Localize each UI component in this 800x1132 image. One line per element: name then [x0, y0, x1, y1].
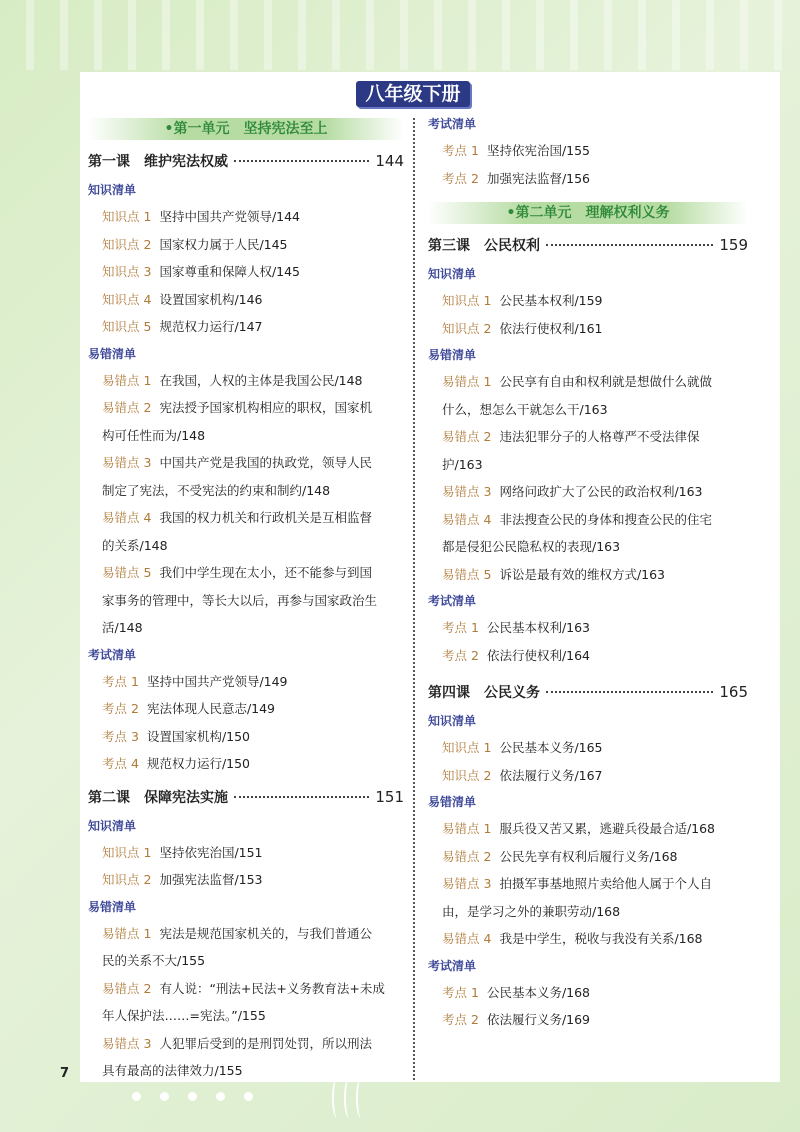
- lesson-page: 151: [375, 787, 404, 806]
- unit-banner: •第二单元 理解权利义务: [428, 202, 748, 224]
- item-text: 依法行使权利/164: [486, 647, 591, 663]
- item-tag: 易错点 5: [442, 566, 492, 582]
- item-text: 非法搜查公民的身体和搜查公民的住宅: [499, 511, 712, 527]
- item-text-continued: 都是侵犯公民隐私权的表现/163: [442, 539, 621, 554]
- item-text-continued: 年人保护法……=宪法。”/155: [102, 1008, 266, 1023]
- section-label: 易错清单: [428, 795, 477, 809]
- list-item[interactable]: [428, 925, 748, 953]
- unit-banner: •第一单元 坚持宪法至上: [88, 118, 404, 140]
- item-tag: 易错点 4: [442, 511, 492, 527]
- decor-dot: [132, 1092, 141, 1101]
- decor-dot: [160, 1092, 169, 1101]
- lesson-page: 159: [719, 236, 748, 254]
- item-tag: 考点 2: [442, 647, 479, 663]
- list-item[interactable]: [428, 734, 748, 762]
- item-text-continued: 由，是学习之外的兼职劳动/168: [442, 903, 621, 919]
- item-tag: 易错点 1: [102, 372, 152, 388]
- item-tag: 易错点 3: [102, 455, 152, 470]
- item-tag: 知识点 2: [442, 767, 492, 783]
- section-label: 易错清单: [88, 899, 137, 914]
- list-item[interactable]: [88, 866, 404, 894]
- list-item[interactable]: [88, 449, 404, 477]
- list-item[interactable]: [88, 258, 404, 286]
- item-text-continued: 家事务的管理中，等长大以后，再参与国家政治生: [102, 592, 378, 608]
- item-text-continued: 民的关系不大/155: [102, 953, 206, 968]
- section-label: 知识清单: [428, 714, 477, 728]
- list-item[interactable]: [428, 137, 748, 165]
- section-label: 考试清单: [428, 117, 477, 131]
- list-item[interactable]: [88, 723, 404, 751]
- item-tag: 知识点 5: [102, 319, 152, 334]
- item-text: 公民基本权利/159: [499, 293, 603, 308]
- item-tag: 易错点 1: [442, 821, 492, 836]
- lesson-heading[interactable]: [428, 677, 748, 708]
- item-text: 坚持依宪治国/155: [486, 143, 591, 158]
- item-text: 拍摄军事基地照片卖给他人属于个人自: [499, 876, 712, 891]
- lesson-title: 第三课 公民权利: [428, 238, 540, 254]
- item-tag: 考点 2: [102, 701, 139, 716]
- item-text: 坚持中国共产党领导/144: [159, 209, 301, 224]
- lesson-heading[interactable]: [88, 146, 404, 177]
- item-text: 我们中学生现在太小，还不能参与到国: [159, 565, 372, 580]
- item-tag: 易错点 2: [102, 400, 152, 415]
- list-item[interactable]: [88, 313, 404, 341]
- item-text-continued: 什么，想怎么干就怎么干/163: [442, 401, 608, 417]
- item-text: 坚持中国共产党领导/149: [146, 673, 288, 689]
- list-item[interactable]: [428, 614, 748, 642]
- item-text: 公民享有自由和权利就是想做什么就做: [499, 374, 712, 389]
- page-title: 八年级下册: [356, 81, 470, 107]
- list-item[interactable]: [428, 815, 748, 843]
- section-label: 易错清单: [428, 348, 477, 362]
- list-item[interactable]: [428, 979, 748, 1007]
- item-tag: 知识点 2: [102, 236, 152, 252]
- item-text: 我是中学生，税收与我没有关系/168: [499, 931, 703, 946]
- list-item[interactable]: [428, 287, 748, 315]
- list-item[interactable]: [428, 642, 748, 670]
- item-tag: 易错点 4: [442, 931, 492, 946]
- list-item[interactable]: [88, 975, 404, 1003]
- list-item[interactable]: [428, 478, 748, 506]
- list-item[interactable]: [428, 1006, 748, 1034]
- list-item[interactable]: [88, 668, 404, 696]
- item-text-continued: 的关系/148: [102, 537, 168, 553]
- item-text: 中国共产党是我国的执政党，领导人民: [159, 455, 372, 470]
- list-item[interactable]: [428, 561, 748, 589]
- lesson-page: 165: [719, 683, 748, 701]
- section-label: 考试清单: [428, 958, 477, 973]
- decor-dot: [216, 1092, 225, 1101]
- list-item[interactable]: [428, 368, 748, 396]
- item-tag: 知识点 4: [102, 291, 152, 307]
- list-item[interactable]: [428, 165, 748, 193]
- leader-dots: [234, 160, 369, 162]
- list-item[interactable]: [428, 870, 748, 898]
- item-text: 公民基本权利/163: [486, 620, 591, 635]
- section-label: 知识清单: [428, 267, 477, 281]
- item-text-continued: 制定了宪法，不受宪法的约束和制约/148: [102, 482, 331, 498]
- item-tag: 考点 2: [442, 170, 479, 186]
- list-item[interactable]: [88, 367, 404, 395]
- item-tag: 易错点 2: [442, 848, 492, 864]
- item-text-continued: 构可任性而为/148: [102, 427, 206, 443]
- item-text: 依法行使权利/161: [499, 320, 603, 336]
- item-text-continued: 护/163: [442, 456, 483, 472]
- leader-dots: [234, 796, 369, 798]
- item-text: 公民先享有权利后履行义务/168: [499, 848, 678, 864]
- item-tag: 易错点 2: [442, 429, 492, 444]
- section-label: 易错清单: [88, 346, 137, 361]
- list-item[interactable]: [88, 920, 404, 948]
- list-item[interactable]: [88, 839, 404, 867]
- section-label: 考试清单: [428, 594, 477, 608]
- item-text: 我国的权力机关和行政机关是互相监督: [159, 510, 372, 525]
- list-item[interactable]: [428, 843, 748, 871]
- list-item[interactable]: [428, 315, 748, 343]
- item-text: 设置国家机构/146: [159, 291, 263, 307]
- item-text: 服兵役又苦又累，逃避兵役最合适/168: [499, 821, 716, 836]
- item-text: 宪法是规范国家机关的，与我们普通公: [159, 925, 372, 941]
- item-text: 设置国家机构/150: [146, 728, 251, 744]
- item-text: 国家尊重和保障人权/145: [159, 264, 301, 279]
- lesson-heading[interactable]: [88, 782, 404, 813]
- item-text: 加强宪法监督/156: [486, 170, 591, 186]
- item-tag: 考点 2: [442, 1012, 479, 1027]
- list-item[interactable]: [428, 423, 748, 451]
- page-number: 7: [60, 1066, 70, 1081]
- item-text: 规范权力运行/150: [146, 756, 251, 771]
- leader-dots: [546, 244, 713, 246]
- item-text: 坚持依宪治国/151: [159, 844, 263, 860]
- item-text: 有人说：“刑法+民法+义务教育法+未成: [159, 980, 385, 996]
- item-text: 诉讼是最有效的维权方式/163: [499, 566, 666, 582]
- item-tag: 考点 1: [442, 984, 479, 1000]
- section-label: 知识清单: [88, 818, 137, 833]
- section-label: 知识清单: [88, 183, 137, 197]
- item-text: 加强宪法监督/153: [159, 872, 263, 887]
- list-item[interactable]: [88, 695, 404, 723]
- lesson-title: 第一课 维护宪法权威: [88, 154, 228, 170]
- lesson-title: 第二课 保障宪法实施: [88, 789, 228, 806]
- item-text: 公民基本义务/168: [486, 984, 591, 1000]
- lesson-title: 第四课 公民义务: [428, 685, 540, 701]
- item-text: 网络问政扩大了公民的政治权利/163: [499, 484, 703, 499]
- item-text-continued: 具有最高的法律效力/155: [102, 1063, 243, 1078]
- item-tag: 易错点 5: [102, 565, 152, 580]
- lesson-heading[interactable]: [428, 230, 748, 261]
- item-text: 违法犯罪分子的人格尊严不受法律保: [499, 429, 700, 444]
- item-text-continued: 活/148: [102, 620, 143, 635]
- list-item[interactable]: [428, 762, 748, 790]
- column-divider: [413, 118, 415, 1080]
- item-tag: 考点 1: [102, 673, 139, 689]
- lesson-page: 144: [375, 152, 404, 170]
- list-item[interactable]: [88, 559, 404, 587]
- item-text: 宪法授予国家机构相应的职权，国家机: [159, 400, 372, 415]
- item-tag: 知识点 1: [442, 293, 492, 308]
- list-item[interactable]: [88, 1030, 404, 1058]
- item-tag: 易错点 3: [442, 876, 492, 891]
- decor-wave: [332, 1078, 342, 1118]
- item-tag: 易错点 2: [102, 980, 152, 996]
- decor-dot: [188, 1092, 197, 1101]
- leader-dots: [546, 691, 713, 693]
- list-item[interactable]: [88, 394, 404, 422]
- list-item[interactable]: [88, 231, 404, 259]
- item-tag: 考点 4: [102, 756, 139, 771]
- decor-wave: [356, 1078, 366, 1118]
- decor-dot: [244, 1092, 253, 1101]
- item-text: 宪法体现人民意志/149: [146, 701, 276, 716]
- list-item[interactable]: [428, 506, 748, 534]
- item-tag: 易错点 1: [442, 374, 492, 389]
- item-text: 规范权力运行/147: [159, 319, 263, 334]
- item-tag: 知识点 2: [442, 320, 492, 336]
- item-tag: 易错点 3: [102, 1035, 152, 1051]
- list-item[interactable]: [88, 750, 404, 778]
- item-text: 公民基本义务/165: [499, 740, 603, 755]
- item-text: 国家权力属于人民/145: [159, 236, 288, 252]
- item-tag: 易错点 1: [102, 925, 152, 941]
- item-text: 依法履行义务/169: [486, 1012, 591, 1027]
- list-item[interactable]: [88, 504, 404, 532]
- item-tag: 知识点 1: [102, 209, 152, 224]
- item-tag: 考点 1: [442, 620, 479, 635]
- item-tag: 考点 3: [102, 728, 139, 744]
- list-item[interactable]: [88, 286, 404, 314]
- left-column: [88, 116, 404, 1085]
- item-tag: 考点 1: [442, 143, 479, 158]
- item-tag: 知识点 3: [102, 264, 152, 279]
- item-tag: 知识点 1: [442, 740, 492, 755]
- item-text: 依法履行义务/167: [499, 767, 603, 783]
- list-item[interactable]: [88, 203, 404, 231]
- right-column: [428, 111, 748, 1034]
- item-text: 在我国，人权的主体是我国公民/148: [159, 372, 363, 388]
- item-tag: 易错点 4: [102, 510, 152, 525]
- section-label: 考试清单: [88, 647, 137, 662]
- item-text: 人犯罪后受到的是刑罚处罚，所以刑法: [159, 1035, 372, 1051]
- decor-wave: [344, 1078, 354, 1118]
- item-tag: 知识点 2: [102, 872, 152, 887]
- item-tag: 知识点 1: [102, 844, 152, 860]
- item-tag: 易错点 3: [442, 484, 492, 499]
- header-decoration: [0, 0, 800, 70]
